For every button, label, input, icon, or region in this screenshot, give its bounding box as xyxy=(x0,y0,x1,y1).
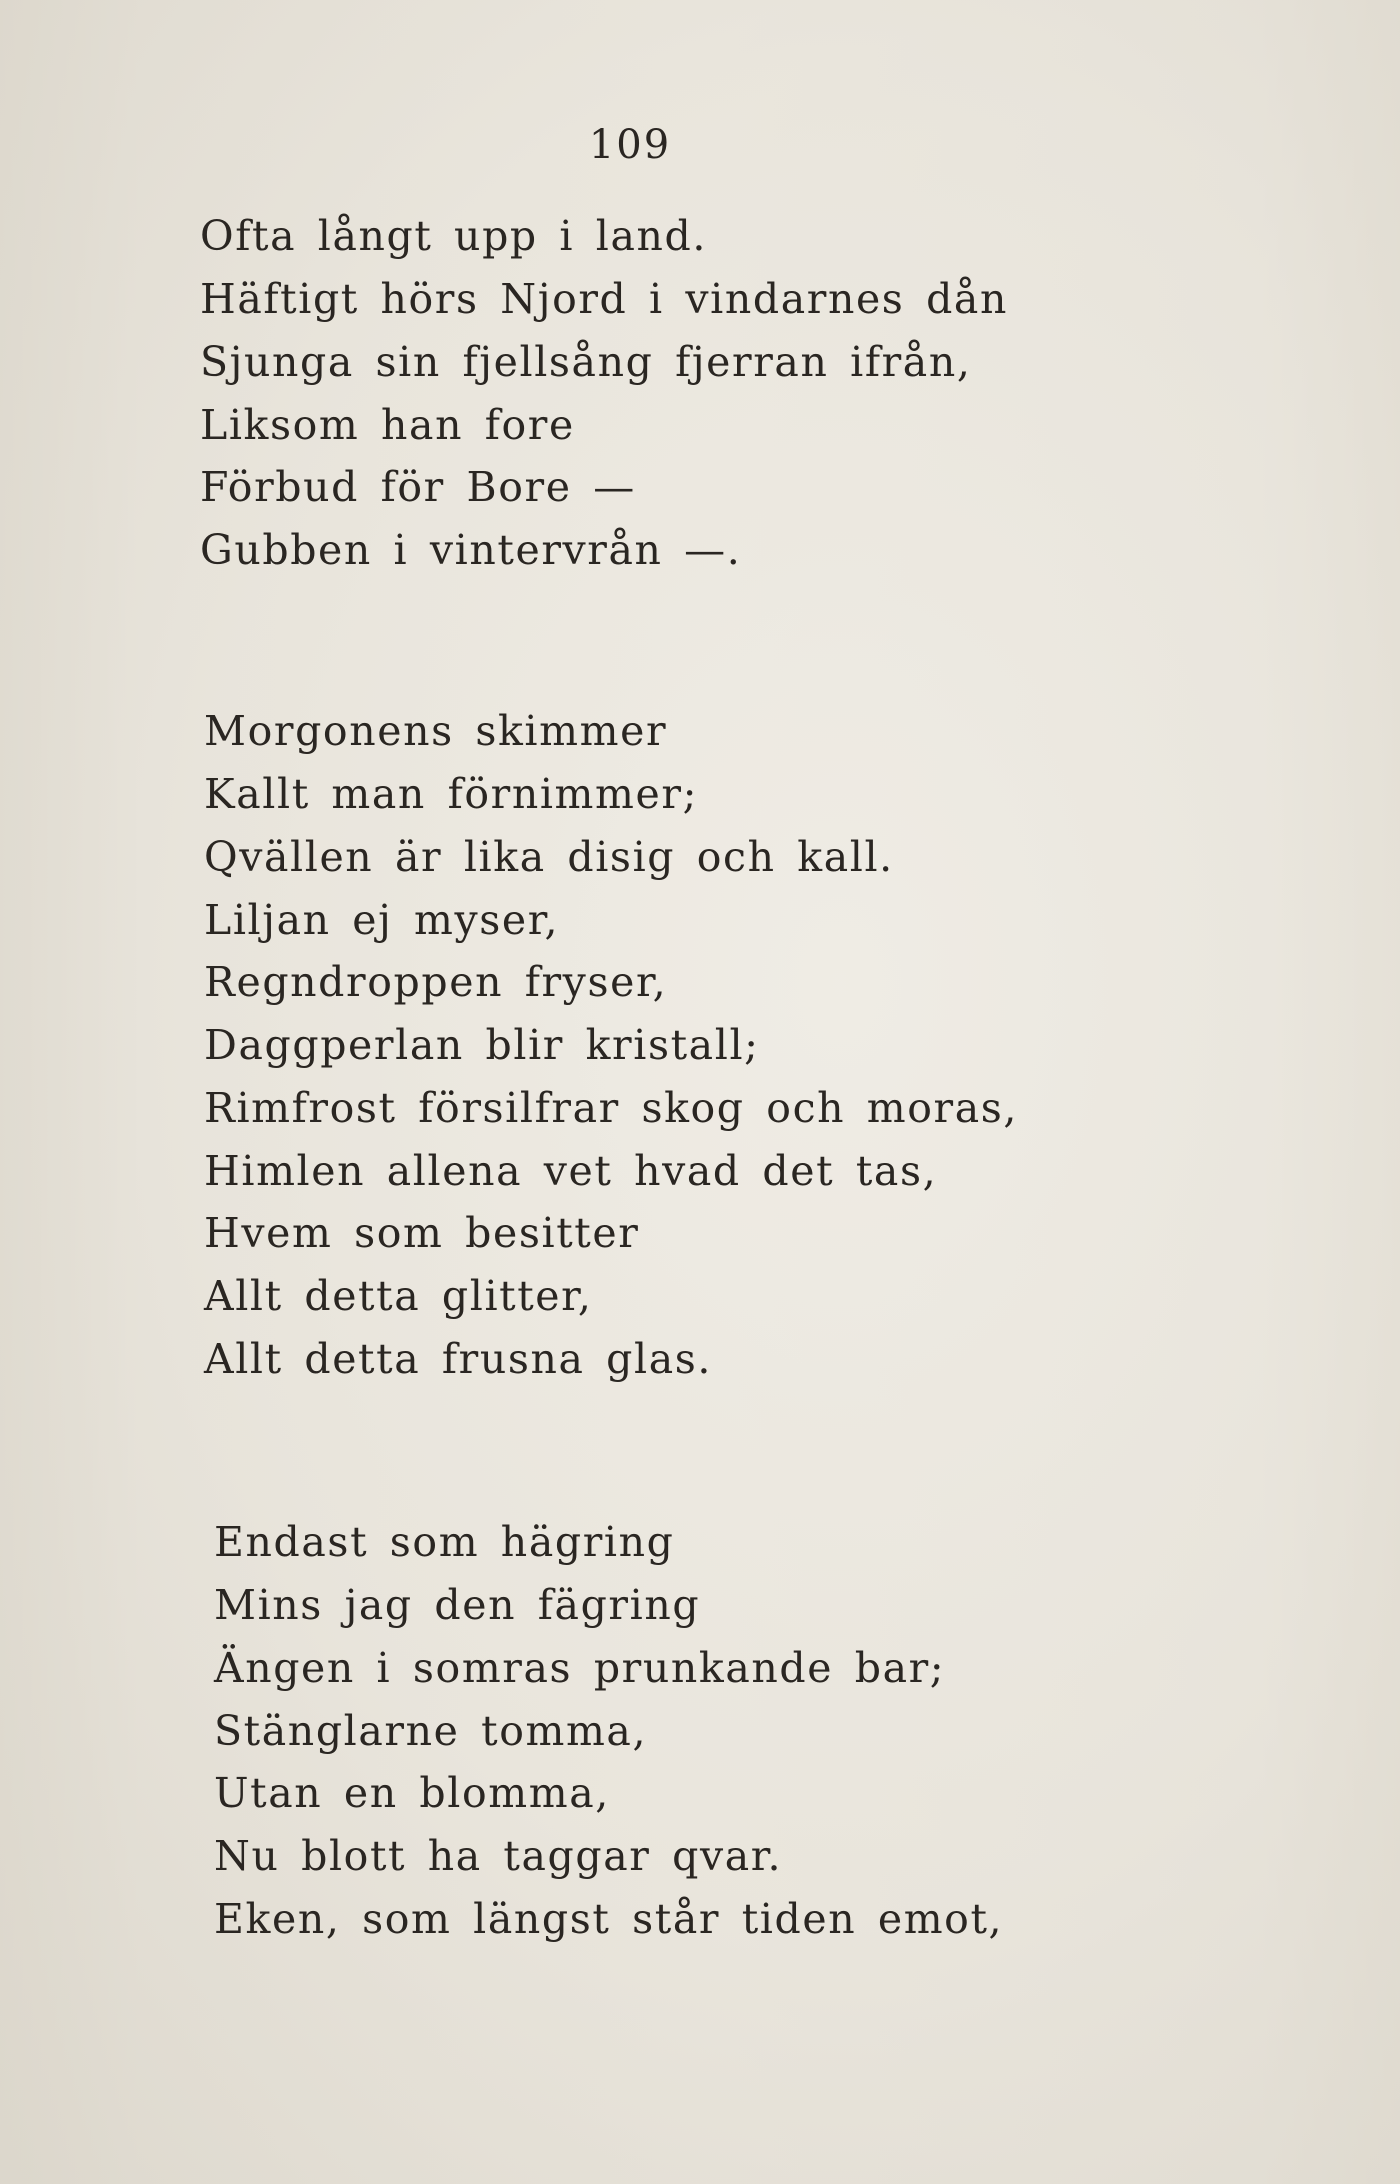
verse-line: Gubben i vintervrån —. xyxy=(200,526,742,574)
verse-line: Kallt man förnimmer; xyxy=(204,770,698,818)
verse-line: Allt detta frusna glas. xyxy=(204,1335,713,1383)
page-number: 109 xyxy=(588,122,672,168)
verse-line: Allt detta glitter, xyxy=(204,1272,593,1320)
verse-line: Ängen i somras prunkande bar; xyxy=(214,1644,946,1692)
verse-line: Liksom han fore xyxy=(200,401,575,449)
verse-line: Hvem som besitter xyxy=(204,1209,640,1257)
verse-line: Liljan ej myser, xyxy=(204,896,560,944)
verse-line: Himlen allena vet hvad det tas, xyxy=(204,1147,938,1195)
verse-line: Daggperlan blir kristall; xyxy=(204,1021,760,1069)
verse-line: Ofta långt upp i land. xyxy=(200,212,707,260)
verse-line: Rimfrost försilfrar skog och moras, xyxy=(204,1084,1019,1132)
verse-line: Förbud för Bore — xyxy=(200,463,636,511)
verse-line: Morgonens skimmer xyxy=(204,707,668,755)
verse-line: Endast som hägring xyxy=(214,1518,675,1566)
verse-line: Utan en blomma, xyxy=(214,1769,610,1817)
verse-line: Nu blott ha taggar qvar. xyxy=(214,1832,783,1880)
verse-line: Qvällen är lika disig och kall. xyxy=(204,833,894,881)
verse-line: Regndroppen fryser, xyxy=(204,958,668,1006)
verse-line: Sjunga sin fjellsång fjerran ifrån, xyxy=(200,338,972,386)
verse-line: Eken, som längst står tiden emot, xyxy=(214,1895,1004,1943)
verse-line: Stänglarne tomma, xyxy=(214,1707,648,1755)
verse-line: Häftigt hörs Njord i vindarnes dån xyxy=(200,275,1008,323)
verse-line: Mins jag den fägring xyxy=(214,1581,701,1629)
